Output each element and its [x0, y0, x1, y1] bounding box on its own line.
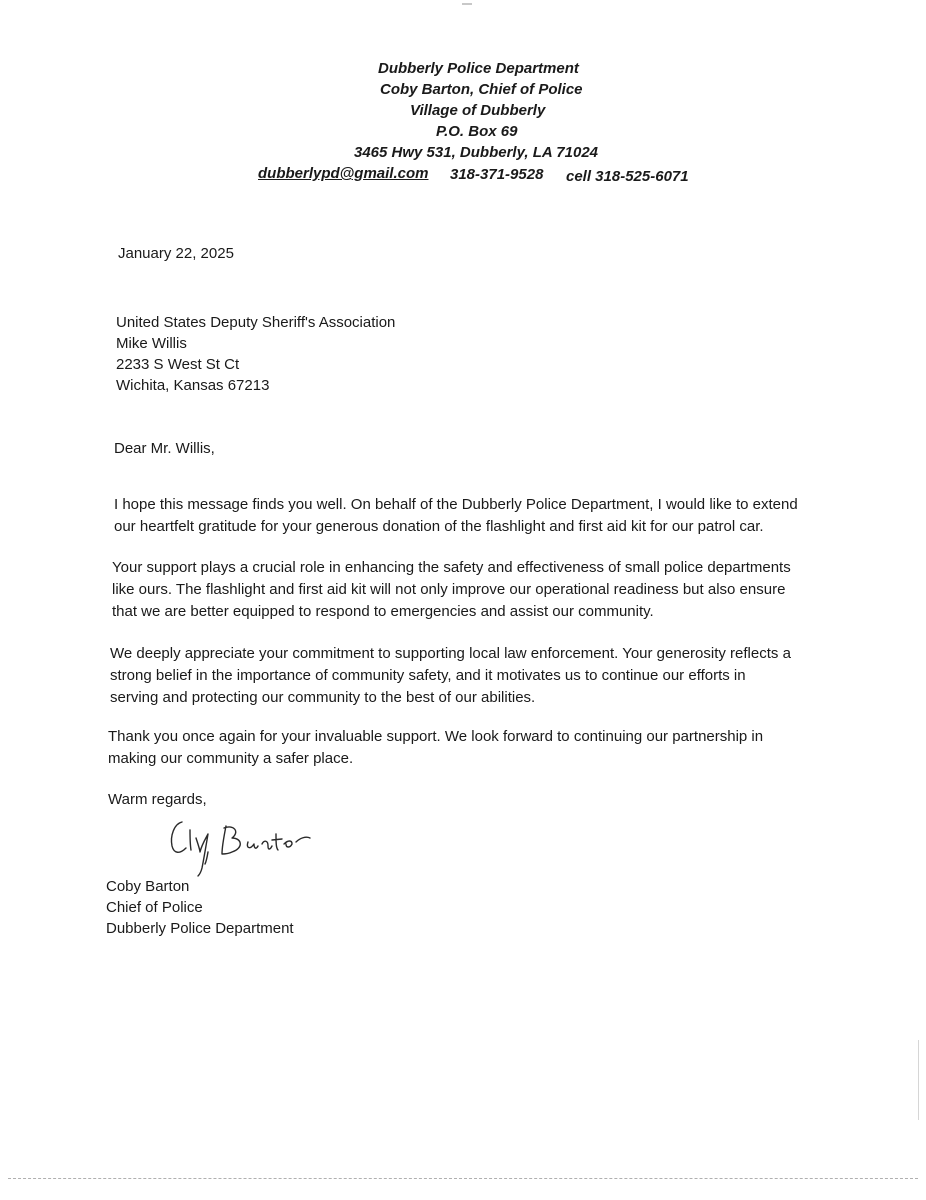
paragraph-line: We deeply appreciate your commitment to supporting local law enforcement. Your generosity reflects a: [110, 645, 791, 662]
letterhead-chief: Coby Barton, Chief of Police: [380, 81, 583, 98]
paragraph-line: that we are better equipped to respond to emergencies and assist our community.: [112, 603, 654, 620]
signer-name: Coby Barton: [106, 878, 190, 895]
recipient-org: United States Deputy Sheriff's Association: [116, 314, 396, 331]
paragraph-line: Thank you once again for your invaluable support. We look forward to continuing our partnership in: [108, 728, 764, 745]
recipient-name: Mike Willis: [116, 335, 187, 352]
letterhead-po-box: P.O. Box 69: [436, 123, 518, 140]
letterhead-email[interactable]: dubberlypd@gmail.com: [258, 165, 429, 182]
paragraph-line: Your support plays a crucial role in enhancing the safety and effectiveness of small police departments: [112, 559, 791, 576]
scan-mark: [462, 3, 472, 5]
scan-edge-mark: [918, 1040, 919, 1120]
handwritten-signature: [160, 808, 340, 878]
letterhead-org: Dubberly Police Department: [378, 60, 579, 77]
letterhead-village: Village of Dubberly: [410, 102, 546, 119]
paragraph-line: strong belief in the importance of community safety, and it motivates us to continue our efforts in: [110, 667, 746, 684]
letterhead-cell: cell 318-525-6071: [566, 168, 689, 185]
letterhead-street: 3465 Hwy 531, Dubberly, LA 71024: [354, 144, 599, 161]
signer-org: Dubberly Police Department: [106, 920, 294, 937]
recipient-address-line2: Wichita, Kansas 67213: [116, 377, 270, 394]
paragraph-line: our heartfelt gratitude for your generous donation of the flashlight and first aid kit for our patrol car.: [114, 518, 764, 535]
letter-date: January 22, 2025: [118, 245, 234, 262]
paragraph-line: like ours. The flashlight and first aid kit will not only improve our operational readiness but also ensure: [112, 581, 786, 598]
paragraph-line: making our community a safer place.: [108, 750, 354, 767]
page-footer-rule: [8, 1178, 918, 1179]
closing: Warm regards,: [108, 791, 207, 808]
letterhead-phone: 318-371-9528: [450, 166, 544, 183]
paragraph-line: serving and protecting our community to the best of our abilities.: [110, 689, 536, 706]
salutation: Dear Mr. Willis,: [114, 440, 215, 457]
recipient-address-line1: 2233 S West St Ct: [116, 356, 240, 373]
signer-title: Chief of Police: [106, 899, 203, 916]
paragraph-line: I hope this message finds you well. On behalf of the Dubberly Police Department, I would like to extend: [114, 496, 798, 513]
